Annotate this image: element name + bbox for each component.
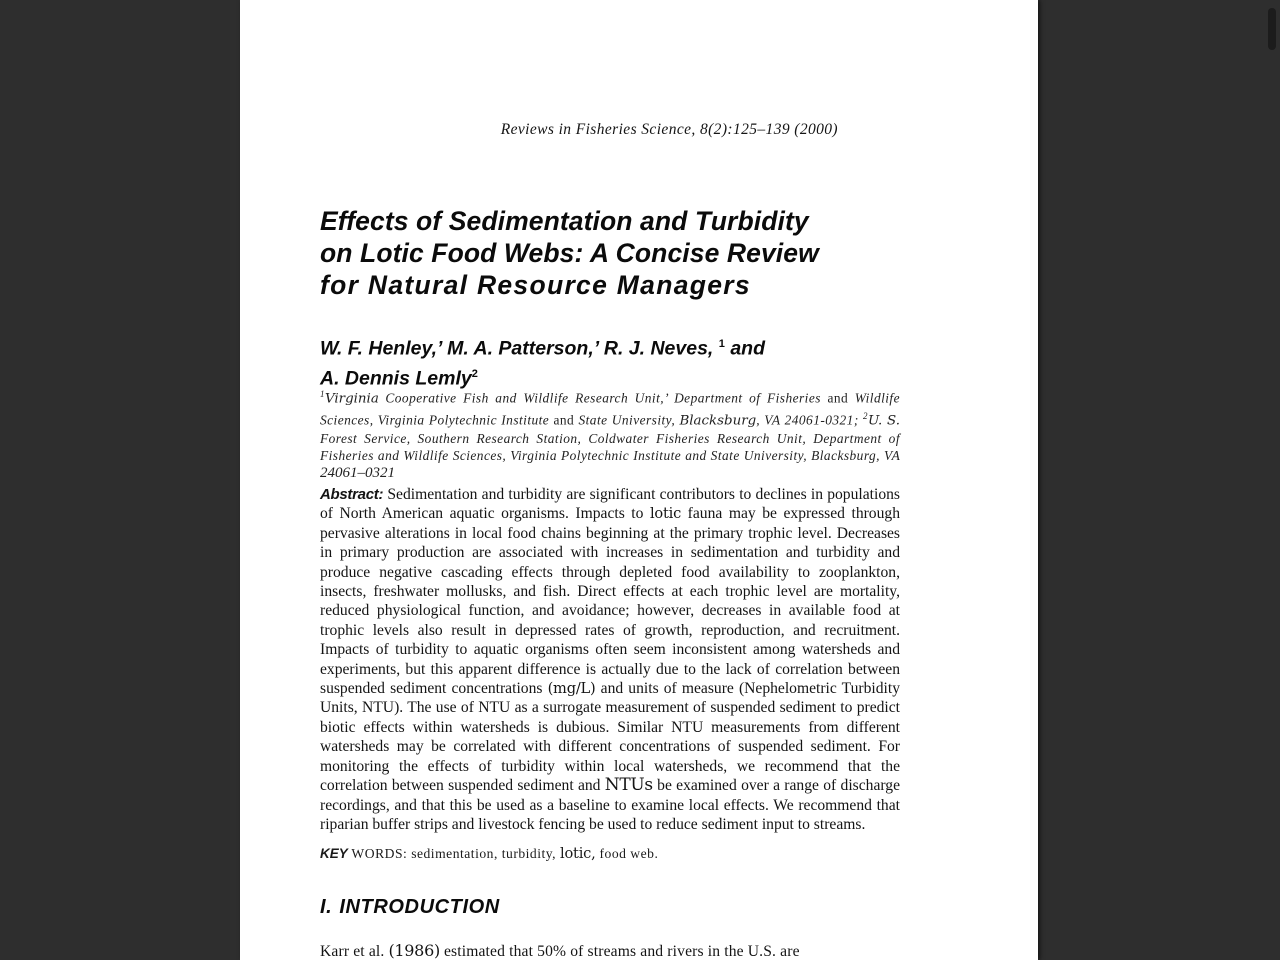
affiliation-part-1: Virginia	[324, 391, 379, 407]
affiliation-part-11: 24061–0321	[320, 465, 395, 482]
affiliation-part-6: State University,	[574, 412, 680, 428]
page-title	[320, 205, 920, 301]
keywords-label: KEY	[320, 846, 348, 861]
author-affiliation-marker-1: 1	[718, 338, 725, 350]
author-affiliation-marker-2: 2	[471, 367, 478, 380]
vertical-scrollbar[interactable]	[1264, 0, 1280, 960]
body-segment-1: Karr et al.	[320, 943, 389, 960]
abstract-emphasis-mgl: (mg/L)	[547, 680, 596, 698]
section-heading-introduction	[320, 896, 500, 919]
scrollbar-thumb[interactable]	[1268, 8, 1276, 50]
keywords-words-label: WORDS:	[347, 846, 412, 861]
abstract-block	[320, 485, 900, 834]
affiliation-part-5: and	[553, 412, 575, 428]
abstract-segment-1: Sedimentation and turbidity are significant contributors to declines in populations of North American aquatic organisms. Impacts to	[320, 486, 900, 523]
affiliation-part-2: Cooperative Fish and Wildlife Research Unit,’ Department of Fisheries	[378, 390, 828, 406]
affiliation-marker-2: 2	[863, 410, 868, 421]
affiliation-block	[320, 386, 900, 482]
section-title: INTRODUCTION	[339, 896, 500, 918]
affiliation-part-3: and	[827, 390, 849, 406]
keywords-emphasis-lotic: lotic,	[559, 845, 596, 862]
abstract-segment-3: and units of measure (Nephelometric Turbidity Units, NTU). The use of NTU as a surrogate measurement of suspended sediment to predict biotic effects within watersheds is dubious. Similar NTU measurements from different watersheds may be correlated with different concentrations of suspended sediment. For monitoring the effects of turbidity within local watersheds, we recommend that the correlation between suspended sediment and	[320, 680, 900, 795]
body-paragraph-first-line	[320, 941, 900, 960]
title-line-1: Effects of Sedimentation and Turbidity	[320, 206, 809, 236]
abstract-emphasis-ntus: NTUs	[604, 775, 653, 796]
keywords-line	[320, 845, 900, 863]
keywords-segment-2: food web.	[595, 846, 659, 861]
title-line-2: on Lotic Food Webs: A Concise Review	[320, 238, 819, 268]
journal-reference: Reviews in Fisheries Science, 8(2):125–139 (2000)	[500, 121, 838, 138]
author-line-1-suffix: and	[724, 337, 765, 360]
section-number: I.	[320, 896, 333, 918]
author-line-2-prefix: A. Dennis Lemly	[320, 367, 472, 389]
author-list	[320, 332, 920, 391]
affiliation-part-4: Wildlife Sciences, Virginia Polytechnic Institute	[320, 390, 900, 428]
affiliation-marker-1: 1	[320, 389, 325, 399]
author-line-1-prefix: W. F. Henley,’ M. A. Patterson,’ R. J. Neves,	[320, 337, 719, 360]
author-line-1	[320, 332, 920, 362]
body-citation-year: (1986)	[388, 941, 440, 960]
document-page	[240, 0, 1038, 960]
affiliation-part-7: Blacksburg	[679, 413, 757, 429]
keywords-segment-1: sedimentation, turbidity,	[411, 846, 560, 861]
abstract-emphasis-lotic: lotic	[649, 505, 682, 523]
body-segment-2: estimated that 50% of streams and rivers in the U.S. are	[439, 943, 800, 960]
affiliation-part-10: Forest Service, Southern Research Station, Coldwater Fisheries Research Unit, Department of Fisheries and Wildlife Sciences, Virginia Polytechnic Institute and State University, Blacksburg, VA	[320, 430, 900, 463]
affiliation-part-8: , VA 24061-0321;	[756, 412, 864, 428]
affiliation-part-9: U. S.	[867, 413, 900, 429]
abstract-segment-2: fauna may be expressed through pervasive alterations in local food chains beginning at the primary trophic level. Decreases in primary production are associated with increases in sedimentation and turbidity and produce negative cascading effects through depleted food availability to zooplankton, insects, freshwater mollusks, and fish. Direct effects at each trophic level are mortality, reduced physiological function, and avoidance; however, decreases in available food at trophic levels also result in depressed rates of growth, reproduction, and recruitment. Impacts of turbidity to aquatic organisms often seem inconsistent among watersheds and experiments, but this apparent difference is actually due to the lack of correlation between suspended sediment concentrations	[320, 505, 900, 698]
abstract-label: Abstract:	[320, 486, 384, 503]
abstract-segment-4: be examined over a range of discharge recordings, and that this be used as a baseline to examine local effects. We recommend that riparian buffer strips and livestock fencing be used to reduce sediment input to streams.	[320, 777, 900, 833]
title-line-3: for Natural Resource Managers	[320, 270, 751, 300]
